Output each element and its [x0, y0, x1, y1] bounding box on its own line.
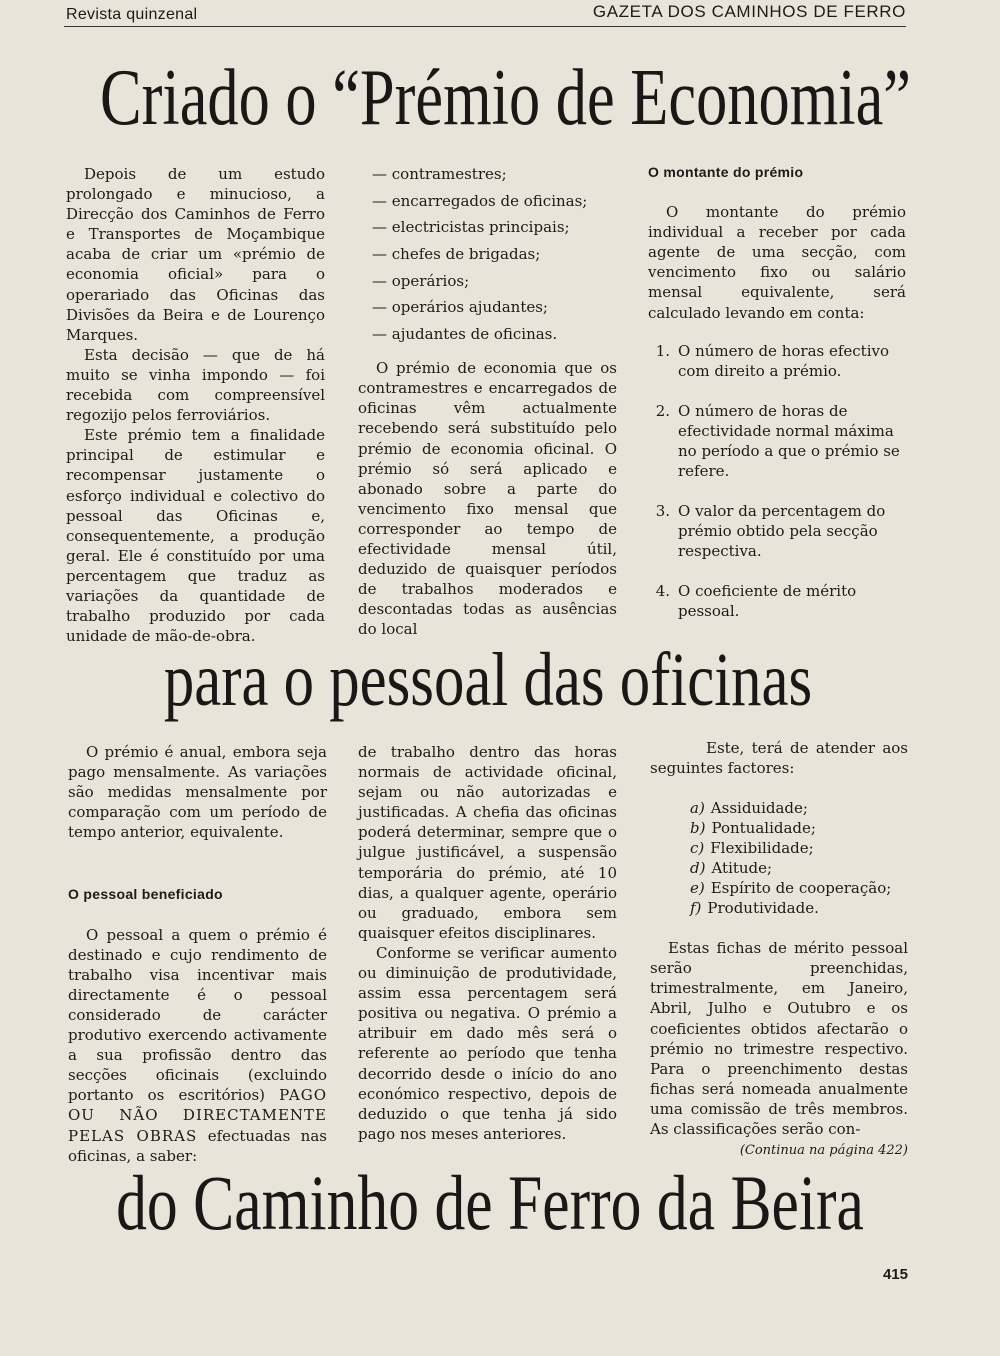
headline-top: Criado o “Prémio de Economia”: [100, 54, 911, 142]
list-item: c) Flexibilidade;: [690, 839, 814, 858]
section2-column1: [68, 742, 327, 1166]
paragraph: Estas fichas de mérito pessoal serão preenchidas, trimestralmente, em Janeiro, Abril, Julho e Outubro e os coeficientes obtidos afectarão o prémio no trimestre respectivo. Para o preenchimento destas fichas será nomeada anualmente uma comissão de três membros. As classificações serão con-: [650, 939, 908, 1139]
list-item: e) Espírito de cooperação;: [690, 879, 892, 898]
section1-column1: [66, 164, 325, 646]
list-item: — contramestres;: [372, 165, 507, 183]
list-item: — operários ajudantes;: [372, 298, 548, 317]
section-heading: O pessoal beneficiado: [68, 886, 223, 903]
running-header-right: GAZETA DOS CAMINHOS DE FERRO: [592, 2, 906, 21]
section2-column3: [650, 738, 908, 1161]
factors-list: [650, 798, 908, 918]
paragraph: de trabalho dentro das horas normais de actividade oficinal, sejam ou não autorizadas e justificadas. A chefia das oficinas poderá determinar, sempre que o julgue justificável, a suspensão temporária do prémio, até 10 dias, a qualquer agente, operário ou graduado, embora sem quaisquer efeitos disciplinares.: [358, 743, 617, 942]
continuation-note: (Continua na página 422): [739, 1143, 908, 1159]
list-item: b) Pontualidade;: [690, 819, 816, 838]
section1-column3: [648, 162, 906, 641]
paragraph: O pessoal a quem o prémio é destinado e cujo rendimento de trabalho visa incentivar mais directamente é o pessoal considerado de carácter produtivo exercendo activamente a sua profissão dentro das secções oficinais (excluindo portanto os escritórios) PAGO OU NÃO DIRECTAMENTE PELAS OBRAS efectuadas nas oficinas, a saber:: [68, 925, 327, 1165]
list-item: 3. O valor da percentagem do prémio obtido pela secção respectiva.: [655, 501, 886, 560]
paragraph: Este, terá de atender aos seguintes factores:: [650, 739, 908, 778]
list-item: 1. O número de horas efectivo com direito a prémio.: [655, 341, 890, 380]
list-item: — encarregados de oficinas;: [372, 191, 588, 210]
section-heading: O montante do prémio: [648, 164, 804, 180]
paragraph: O prémio é anual, embora seja pago mensalmente. As variações são medidas mensalmente por comparação com um período de tempo anterior, equivalente.: [68, 743, 327, 842]
paragraph: Esta decisão — que de há muito se vinha impondo — foi recebida com compreensível regozijo pelos ferroviários.: [66, 345, 325, 425]
staff-list: [358, 164, 617, 344]
page-number: 415: [882, 1266, 908, 1283]
paragraph: Conforme se verificar aumento ou diminuição de produtividade, assim essa percentagem será positiva ou negativa. O prémio a atribuir em dado mês será o referente ao período que tenha decorrido desde o início do ano económico respectivo, depois de deduzido o que tenha já sido pago nos meses anteriores.: [358, 943, 617, 1143]
list-item: 2. O número de horas de efectividade normal máxima no período a que o prémio se refere.: [655, 401, 900, 480]
paragraph: Este prémio tem a finalidade principal de estimular e recompensar justamente o esforço individual e colectivo do pessoal das Oficinas e, consequentemente, a produção geral. Ele é constituído por uma percentagem que traduz as variações da quantidade de trabalho produzido por cada unidade de mão-de-obra.: [66, 426, 325, 646]
list-item: — operários;: [372, 271, 470, 290]
list-item: — electricistas principais;: [372, 218, 570, 237]
list-item: d) Atitude;: [690, 859, 773, 878]
paragraph: Depois de um estudo prolongado e minucioso, a Direcção dos Caminhos de Ferro e Transportes de Moçambique acaba de criar um «prémio de economia oficial» para o operariado das Oficinas das Divisões da Beira e de Lourenço Marques.: [66, 165, 325, 344]
headline-bottom: do Caminho de Ferro da Beira: [116, 1159, 864, 1246]
header-rule: [64, 26, 906, 27]
paragraph: O prémio de economia que os contramestres e encarregados de oficinas vêm actualmente recebendo será substituído pelo prémio de economia oficinal. O prémio só será aplicado e abonado sobre a parte do vencimento fixo mensal que corresponder ao tempo de efectividade mensal útil, deduzido de quaisquer períodos de trabalhos moderados e descontadas todas as ausências do local: [358, 359, 617, 639]
numbered-list: [648, 341, 906, 621]
headline-middle: para o pessoal das oficinas: [163, 638, 813, 722]
list-item: a) Assiduidade;: [690, 799, 808, 818]
section2-column2: [358, 742, 617, 1144]
list-item: f) Produtividade.: [690, 899, 819, 918]
list-item: — chefes de brigadas;: [372, 245, 541, 264]
list-item: — ajudantes de oficinas.: [372, 325, 558, 344]
running-header-left: Revista quinzenal: [66, 6, 198, 23]
list-item: 4. O coeficiente de mérito pessoal.: [655, 581, 857, 620]
section1-column2: [358, 164, 617, 639]
paragraph: O montante do prémio individual a receber por cada agente de uma secção, com vencimento fixo ou salário mensal equivalente, será calculado levando em conta:: [648, 203, 906, 322]
